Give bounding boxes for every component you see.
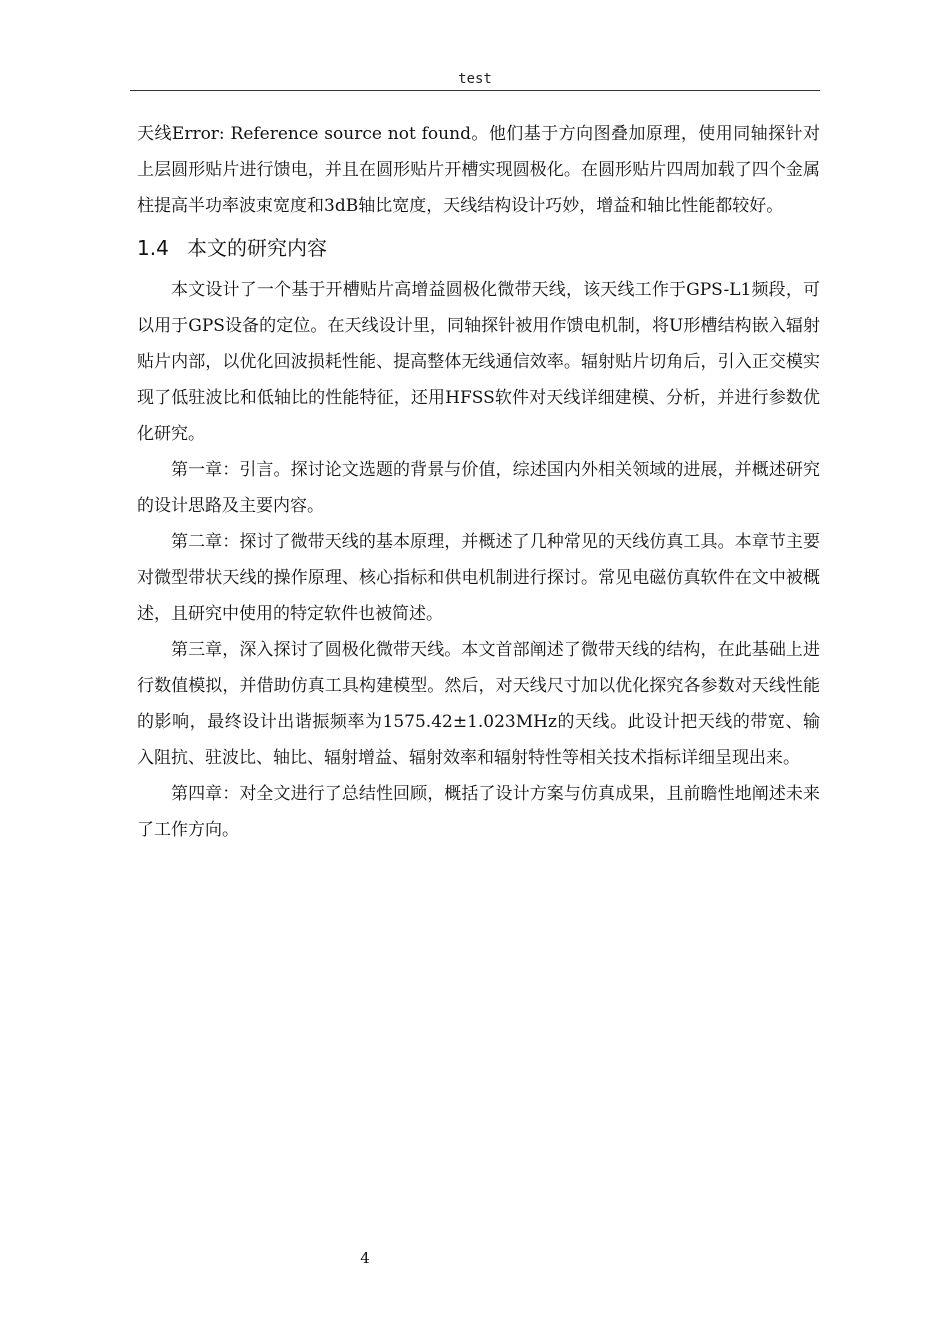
- section-heading: [137, 230, 820, 266]
- page-header: [130, 68, 820, 91]
- intro-paragraph: 天线Error: Reference source not found。他们基于方向图叠加原理，使用同轴探针对上层圆形贴片进行馈电，并且在圆形贴片开槽实现圆极化。在圆形贴片四周加载了四个金属柱提高半功率波束宽度和3dB轴比宽度，天线结构设计巧妙，增益和轴比性能都较好。: [137, 124, 820, 216]
- paragraph-chapter-4: 第四章：对全文进行了总结性回顾，概括了设计方案与仿真成果，且前瞻性地阐述未来了工作方向。: [137, 784, 820, 840]
- paragraph-chapter-2: 第二章：探讨了微带天线的基本原理，并概述了几种常见的天线仿真工具。本章节主要对微型带状天线的操作原理、核心指标和供电机制进行探讨。常见电磁仿真软件在文中被概述，且研究中使用的特定软件也被简述。: [137, 532, 820, 624]
- paragraph-chapter-1: 第一章：引言。探讨论文选题的背景与价值，综述国内外相关领域的进展，并概述研究的设计思路及主要内容。: [137, 460, 820, 516]
- paragraph-overview: 本文设计了一个基于开槽贴片高增益圆极化微带天线，该天线工作于GPS-L1频段，可以用于GPS设备的定位。在天线设计里，同轴探针被用作馈电机制，将U形槽结构嵌入辐射贴片内部，以优化回波损耗性能、提高整体无线通信效率。辐射贴片切角后，引入正交模实现了低驻波比和低轴比的性能特征，还用HFSS软件对天线详细建模、分析，并进行参数优化研究。: [137, 280, 820, 444]
- section-title: 本文的研究内容: [187, 236, 327, 260]
- header-title: test: [458, 71, 492, 87]
- page-number: 4: [360, 1249, 370, 1267]
- document-body: [137, 116, 820, 848]
- paragraph-chapter-3: 第三章，深入探讨了圆极化微带天线。本文首部阐述了微带天线的结构，在此基础上进行数值模拟，并借助仿真工具构建模型。然后，对天线尺寸加以优化探究各参数对天线性能的影响，最终设计出谐振频率为1575.42±1.023MHz的天线。此设计把天线的带宽、输入阻抗、驻波比、轴比、辐射增益、辐射效率和辐射特性等相关技术指标详细呈现出来。: [137, 640, 820, 768]
- section-number: 1.4: [137, 236, 169, 260]
